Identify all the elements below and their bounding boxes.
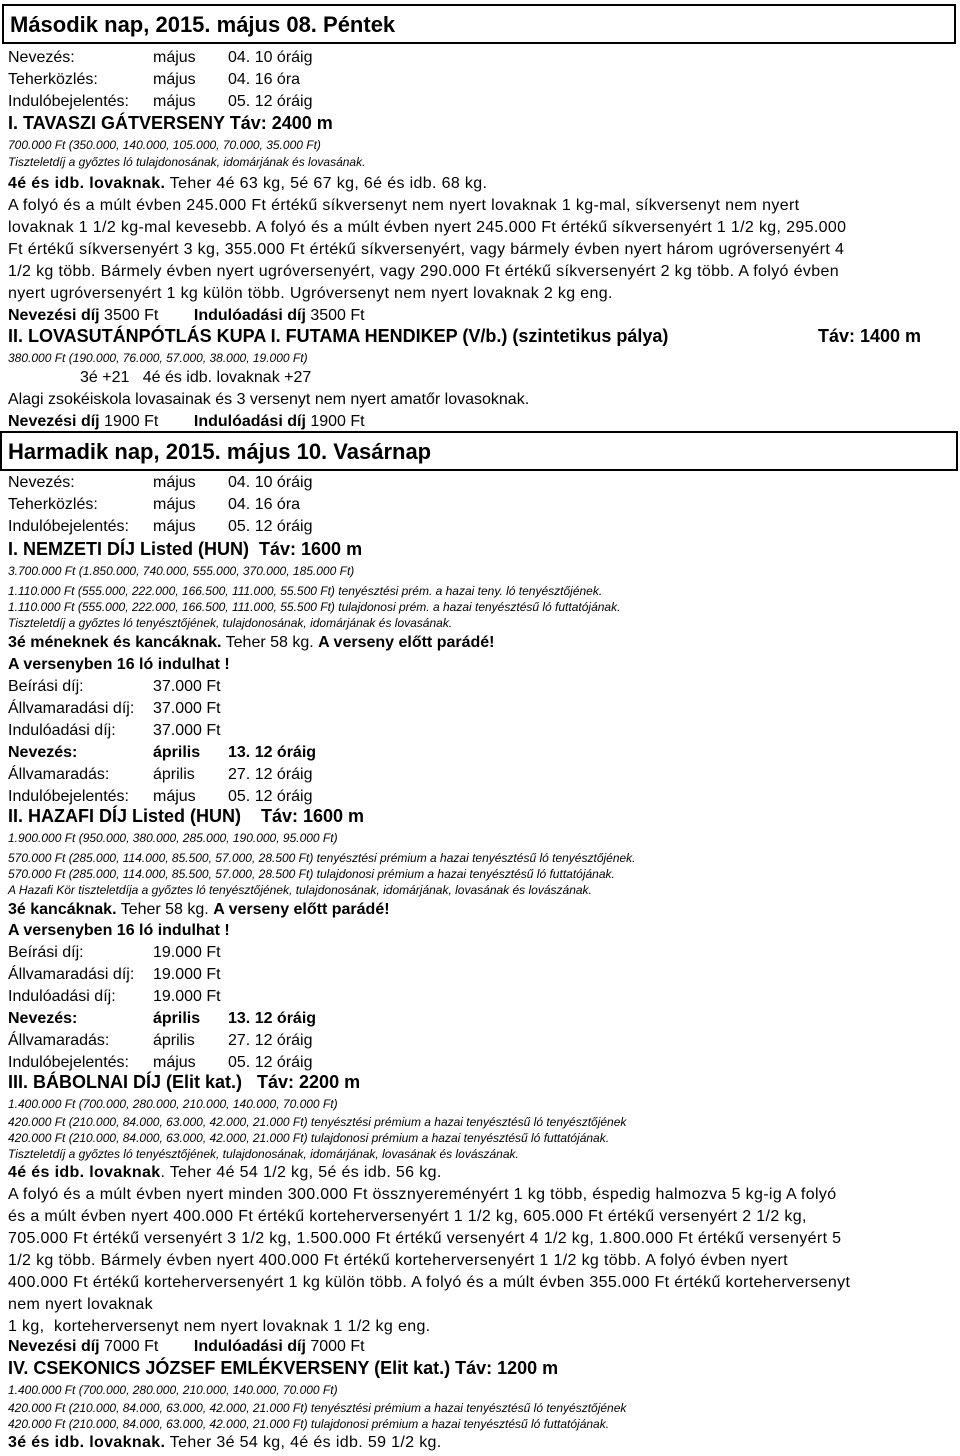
race-condition-line: Alagi zsokéiskola lovasainak és 3 versenyt nem nyert amatőr lovasoknak.	[8, 391, 530, 408]
day2-deadline-row: Indulóbejelentés: május 05. 12 óráig	[8, 93, 313, 110]
race-fee-row: Beírási díj: 37.000 Ft	[8, 678, 221, 695]
race-premium-line: 1.110.000 Ft (555.000, 222.000, 166.500, 111.000, 55.500 Ft) tulajdonosi prém. a hazai tenyésztésű ló futtatójának.	[8, 600, 621, 614]
race-note: Tiszteletdíj a győztes ló tenyésztőjének, tulajdonosának, idomárjának és lovasának.	[8, 616, 453, 630]
race-premium-line: 420.000 Ft (210.000, 84.000, 63.000, 42.000, 21.000 Ft) tulajdonosi prémium a hazai tenyésztésű ló futtatójának.	[8, 1131, 610, 1145]
day2-deadline-row: Nevezés: május 04. 10 óráig	[8, 49, 313, 66]
race-premium-line: 570.000 Ft (285.000, 114.000, 85.500, 57.000, 28.500 Ft) tulajdonosi prémium a hazai tenyésztésű ló futtatójának.	[8, 867, 615, 881]
race-premium-line: 1.110.000 Ft (555.000, 222.000, 166.500, 111.000, 55.500 Ft) tenyésztési prém. a hazai teny. ló tenyésztőjének.	[8, 584, 603, 598]
race-weights: 3é és idb. lovaknak. Teher 3é 54 kg, 4é és idb. 59 1/2 kg.	[8, 1434, 442, 1451]
race-fee-row: Beírási díj: 19.000 Ft	[8, 944, 221, 961]
race-max-runners: A versenyben 16 ló indulhat !	[8, 922, 230, 939]
race-fee-row: Állvamaradási díj: 37.000 Ft	[8, 700, 221, 717]
race-deadline-row: Állvamaradás: április 27. 12 óráig	[8, 766, 313, 783]
race-condition-line: 1/2 kg több. Bármely évben nyert 400.000 Ft értékű korteherversenyért 1 1/2 kg több. A folyó évben nyert	[8, 1252, 788, 1269]
race-title: I. NEMZETI DÍJ Listed (HUN) Táv: 1600 m	[8, 539, 363, 559]
race-note: Tiszteletdíj a győztes ló tulajdonosának, idomárjának és lovasának.	[8, 155, 366, 169]
race-premium-line: 570.000 Ft (285.000, 114.000, 85.500, 57.000, 28.500 Ft) tenyésztési prémium a hazai tenyésztésű ló tenyésztőjének.	[8, 851, 636, 865]
race-fee-row: Indulóadási díj: 19.000 Ft	[8, 988, 221, 1005]
race-deadline-row: Indulóbejelentés: május 05. 12 óráig	[8, 1054, 313, 1071]
day3-deadline-row: Indulóbejelentés: május 05. 12 óráig	[8, 518, 313, 535]
race-deadline-row: Nevezés: április 13. 12 óráig	[8, 744, 317, 761]
race-condition-line: nem nyert lovaknak	[8, 1296, 154, 1313]
race-condition: 3é kancáknak. Teher 58 kg. A verseny előtt parádé!	[8, 901, 390, 918]
race-fees: Nevezési díj 1900 Ft Indulóadási díj 1900 Ft	[8, 413, 365, 430]
race-prize: 700.000 Ft (350.000, 140.000, 105.000, 70.000, 35.000 Ft)	[8, 138, 321, 152]
race-condition-line: A folyó és a múlt évben 245.000 Ft értékű síkversenyt nem nyert lovaknak 1 kg-mal, síkversenyt nem nyert	[8, 197, 800, 214]
race-handicap: 3é +21 4é és idb. lovaknak +27	[80, 369, 312, 386]
race-condition-line: A folyó és a múlt évben nyert minden 300.000 Ft össznyereményért 1 kg több, éspedig halmozva 5 kg-ig A folyó	[8, 1186, 837, 1203]
race-prize: 3.700.000 Ft (1.850.000, 740.000, 555.000, 370.000, 185.000 Ft)	[8, 564, 355, 578]
race-weights: 4é és idb. lovaknak. Teher 4é 63 kg, 5é 67 kg, 6é és idb. 68 kg.	[8, 175, 488, 192]
race-fees: Nevezési díj 7000 Ft Indulóadási díj 7000 Ft	[8, 1338, 365, 1355]
race-condition-line: lovaknak 1 1/2 kg-mal kevesebb. A folyó és a múlt évben nyert 245.000 Ft értékű síkversenyért 1 1/2 kg, 295.000	[8, 219, 847, 236]
race-title: II. HAZAFI DÍJ Listed (HUN) Táv: 1600 m	[8, 806, 365, 826]
race-prize: 380.000 Ft (190.000, 76.000, 57.000, 38.000, 19.000 Ft)	[8, 351, 308, 365]
race-prize: 1.400.000 Ft (700.000, 280.000, 210.000, 140.000, 70.000 Ft)	[8, 1097, 338, 1111]
race-condition-line: 1/2 kg több. Bármely évben nyert ugróversenyért, vagy 290.000 Ft értékű síkversenyért 2 kg több. A folyó évben	[8, 263, 839, 280]
race-title: I. TAVASZI GÁTVERSENY Táv: 2400 m	[8, 113, 333, 133]
day2-header: Második nap, 2015. május 08. Péntek	[2, 4, 956, 44]
race-title: II. LOVASUTÁNPÓTLÁS KUPA I. FUTAMA HENDIKEP (V/b.) (szintetikus pálya)	[8, 326, 669, 346]
day3-header: Harmadik nap, 2015. május 10. Vasárnap	[0, 431, 958, 471]
race-distance: Táv: 1400 m	[818, 326, 922, 346]
day2-deadline-row: Teherközlés: május 04. 16 óra	[8, 71, 301, 88]
race-condition: 3é méneknek és kancáknak. Teher 58 kg. A verseny előtt parádé!	[8, 634, 495, 651]
day3-deadline-row: Nevezés: május 04. 10 óráig	[8, 474, 313, 491]
race-condition-line: 705.000 Ft értékű versenyért 3 1/2 kg, 1.500.000 Ft értékű versenyért 4 1/2 kg, 1.800.000 Ft értékű versenyért 5	[8, 1230, 842, 1247]
race-deadline-row: Indulóbejelentés: május 05. 12 óráig	[8, 788, 313, 805]
race-fees: Nevezési díj 3500 Ft Indulóadási díj 3500 Ft	[8, 307, 365, 324]
race-prize: 1.900.000 Ft (950.000, 380.000, 285.000, 190.000, 95.000 Ft)	[8, 831, 338, 845]
race-fee-row: Állvamaradási díj: 19.000 Ft	[8, 966, 221, 983]
race-title: IV. CSEKONICS JÓZSEF EMLÉKVERSENY (Elit kat.) Táv: 1200 m	[8, 1358, 559, 1378]
race-premium-line: 420.000 Ft (210.000, 84.000, 63.000, 42.000, 21.000 Ft) tulajdonosi prémium a hazai tenyésztésű ló futtatójának.	[8, 1417, 610, 1431]
race-premium-line: 420.000 Ft (210.000, 84.000, 63.000, 42.000, 21.000 Ft) tenyésztési prémium a hazai tenyésztésű ló tenyésztőjének	[8, 1401, 627, 1415]
race-title: III. BÁBOLNAI DÍJ (Elit kat.) Táv: 2200 m	[8, 1072, 361, 1092]
race-condition-line: 400.000 Ft értékű korteherversenyért 1 kg külön több. A folyó és a múlt évben 355.000 Ft értékű korteherversenyt	[8, 1274, 851, 1291]
race-condition-line: 1 kg, korteherversenyt nem nyert lovaknak 1 1/2 kg eng.	[8, 1318, 431, 1335]
race-note: A Hazafi Kör tiszteletdíja a győztes ló tenyésztőjének, tulajdonosának, idomárjának, lovasának és lovászának.	[8, 883, 592, 897]
race-condition-line: Ft értékű síkversenyért 3 kg, 355.000 Ft értékű síkversenyért, vagy bármely évben nyert három ugróversenyért 4	[8, 241, 845, 258]
race-deadline-row: Állvamaradás: április 27. 12 óráig	[8, 1032, 313, 1049]
race-max-runners: A versenyben 16 ló indulhat !	[8, 656, 230, 673]
race-prize: 1.400.000 Ft (700.000, 280.000, 210.000, 140.000, 70.000 Ft)	[8, 1383, 338, 1397]
race-deadline-row: Nevezés: április 13. 12 óráig	[8, 1010, 317, 1027]
race-condition-line: nyert ugróversenyért 1 kg külön több. Ugróversenyt nem nyert lovaknak 2 kg eng.	[8, 285, 613, 302]
race-condition-line: és a múlt évben nyert 400.000 Ft értékű korteherversenyért 1 1/2 kg, 605.000 Ft értékű versenyért 2 1/2 kg,	[8, 1208, 807, 1225]
race-weights: 4é és idb. lovaknak. Teher 4é 54 1/2 kg, 5é és idb. 56 kg.	[8, 1164, 442, 1181]
race-premium-line: 420.000 Ft (210.000, 84.000, 63.000, 42.000, 21.000 Ft) tenyésztési prémium a hazai tenyésztésű ló tenyésztőjének	[8, 1115, 627, 1129]
day3-deadline-row: Teherközlés: május 04. 16 óra	[8, 496, 301, 513]
race-note: Tiszteletdíj a győztes ló tenyésztőjének, tulajdonosának, idomárjának, lovasának és lovászának.	[8, 1147, 519, 1161]
race-fee-row: Indulóadási díj: 37.000 Ft	[8, 722, 221, 739]
